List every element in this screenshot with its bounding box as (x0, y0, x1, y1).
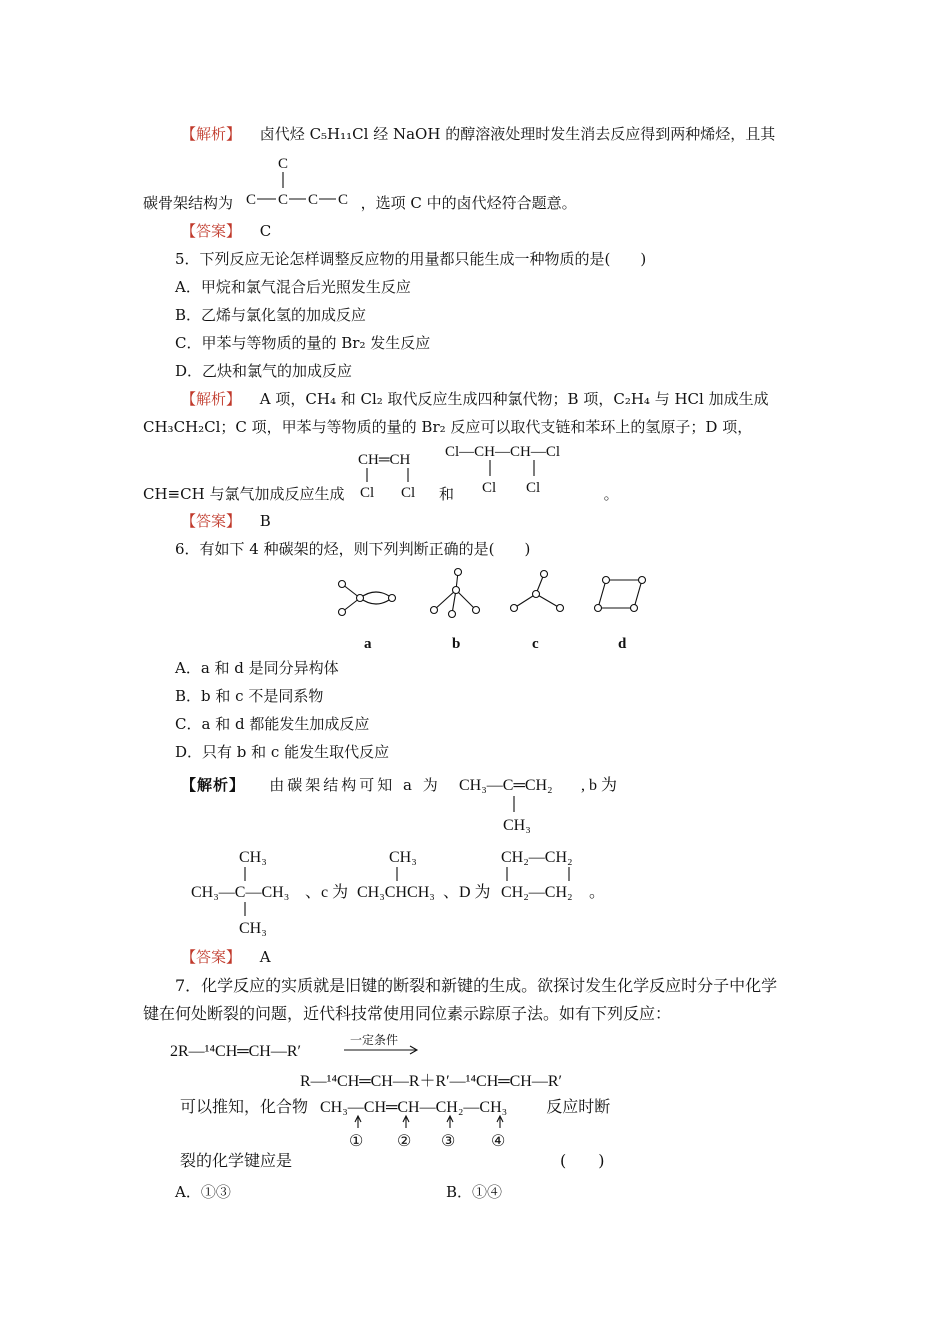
skel-right1-c: C (308, 192, 319, 208)
q7-infer-post: 反应时断 (546, 1097, 611, 1116)
answer-tag: 【答案】 (181, 222, 242, 240)
q6-struct-bcd (185, 842, 625, 942)
framework-a (339, 581, 396, 616)
d-suffix: 。 (589, 884, 606, 901)
label-d: d (618, 636, 627, 652)
q7-answer-paren: ( ) (560, 1151, 605, 1170)
q7-compound-formula: CH₃—CH═CH—CH₂—CH₃ (320, 1099, 508, 1116)
framework-d (595, 577, 646, 612)
framework-c (511, 571, 564, 612)
q5-analysis-text1: A 项，CH₄ 和 Cl₂ 取代反应生成四种氯代物；B 项，C₂H₄ 与 HCl 加成生成 (259, 390, 769, 408)
analysis-tag: 【解析】 (181, 125, 242, 143)
q5-analysis-line3 (143, 484, 619, 504)
skel-mid-c: C (278, 192, 289, 208)
b-suffix: 、c 为 (305, 884, 349, 901)
q6-analysis-text: 由碳架结构可知 a 为 (269, 776, 441, 794)
q6-carbon-frameworks (330, 566, 660, 658)
a-main: CH₃—C═CH₂ (459, 777, 553, 794)
c-main: CH₃CHCH₃ (357, 884, 435, 901)
q5-period: 。 (603, 485, 619, 503)
q6-option-c: C．a 和 d 都能发生加成反应 (175, 715, 370, 733)
prod2-cl2: Cl (526, 480, 541, 496)
q5-line3-pre: CH≡CH 与氯气加成反应生成 (143, 485, 345, 503)
q5-answer (181, 511, 271, 531)
skel-top-c: C (278, 156, 289, 172)
q7-infer-pre: 可以推知，化合物 (180, 1097, 309, 1116)
analysis-tag: 【解析】 (181, 390, 242, 408)
prod2-top: Cl—CH—CH—Cl (445, 444, 561, 460)
b-main: CH₃—C—CH₃ (191, 884, 290, 901)
q7-compound (320, 1090, 550, 1154)
c-top: CH₃ (389, 849, 417, 866)
prod1-cl1: Cl (360, 485, 375, 501)
b-bottom: CH₃ (239, 920, 267, 937)
answer-tag: 【答案】 (181, 512, 242, 530)
q5-stem: 5．下列反应无论怎样调整反应物的用量都只能生成一种物质的是( ) (175, 250, 647, 268)
a-branch: CH₃ (503, 817, 531, 834)
mark-1: ① (349, 1133, 364, 1150)
q5-option-b: B．乙烯与氯化氢的加成反应 (175, 306, 367, 324)
q6-stem: 6．有如下 4 种碳架的烃，则下列判断正确的是( ) (175, 540, 531, 558)
q6-option-d: D．只有 b 和 c 能发生取代反应 (175, 743, 390, 761)
q6-option-a: A．a 和 d 是同分异构体 (175, 659, 339, 677)
q7-stem-line1: 7．化学反应的实质就是旧键的断裂和新键的生成。欲探讨发生化学反应时分子中化学 (175, 976, 778, 995)
answer-tag: 【答案】 (181, 948, 242, 966)
q4-answer-value: C (259, 222, 272, 240)
q5-option-a: A．甲烷和氯气混合后光照发生反应 (175, 278, 411, 296)
label-b: b (452, 636, 461, 652)
q7-products: R—¹⁴CH═CH—R＋R′—¹⁴CH═CH—R′ (300, 1073, 563, 1090)
q4-analysis-line2 (143, 193, 577, 213)
d-bottom: CH₂—CH₂ (501, 884, 573, 901)
prod1-top: CH═CH (358, 452, 411, 468)
q7-stem-line2: 键在何处断裂的问题，近代科技常使用同位素示踪原子法。如有下列反应： (143, 1004, 672, 1023)
q4-line2-pre: 碳骨架结构为 (143, 194, 234, 212)
q7-reaction (170, 1030, 650, 1092)
mark-4: ④ (491, 1133, 506, 1150)
q5-answer-value: B (259, 512, 271, 530)
q4-answer (181, 221, 271, 241)
q5-analysis-line2: CH₃CH₂Cl；C 项，甲苯与等物质的量的 Br₂ 反应可以取代支链和苯环上的氢原子；D 项， (143, 418, 753, 436)
framework-b (431, 569, 480, 618)
c-suffix: 、D 为 (443, 884, 491, 901)
q4-analysis-line1: 卤代烃 C₅H₁₁Cl 经 NaOH 的醇溶液处理时发生消去反应得到两种烯烃，且其 (259, 125, 776, 143)
b-top: CH₃ (239, 849, 267, 866)
a-suffix: , b 为 (581, 777, 618, 794)
q7-option-b: B．①④ (446, 1183, 503, 1201)
mark-3: ③ (441, 1133, 456, 1150)
skel-left-c: C (246, 192, 257, 208)
skel-right2-c: C (338, 192, 349, 208)
q6-option-b: B．b 和 c 不是同系物 (175, 687, 324, 705)
q7-condition: 一定条件 (350, 1033, 399, 1047)
q6-answer (181, 947, 271, 967)
analysis-tag: 【解析】 (181, 776, 246, 794)
q6-answer-value: A (259, 948, 271, 966)
label-a: a (364, 636, 372, 652)
q6-struct-a (455, 768, 645, 838)
q7-option-a: A．①③ (175, 1183, 231, 1201)
d-top: CH₂—CH₂ (501, 849, 573, 866)
prod1-cl2: Cl (401, 485, 416, 501)
q4-analysis (181, 124, 775, 144)
q7-last-line: 裂的化学键应是 (180, 1151, 293, 1170)
q5-and: 和 (439, 485, 455, 503)
label-c: c (532, 636, 539, 652)
q4-line2-post: ，选项 C 中的卤代烃符合题意。 (360, 194, 577, 212)
prod2-cl1: Cl (482, 480, 497, 496)
q5-option-c: C．甲苯与等物质的量的 Br₂ 发生反应 (175, 334, 431, 352)
q7-reactant: 2R—¹⁴CH═CH—R′ (170, 1043, 302, 1060)
q5-analysis-line1 (181, 389, 769, 409)
q6-analysis-line1 (181, 775, 441, 795)
q5-option-d: D．乙炔和氯气的加成反应 (175, 362, 353, 380)
mark-2: ② (397, 1133, 412, 1150)
